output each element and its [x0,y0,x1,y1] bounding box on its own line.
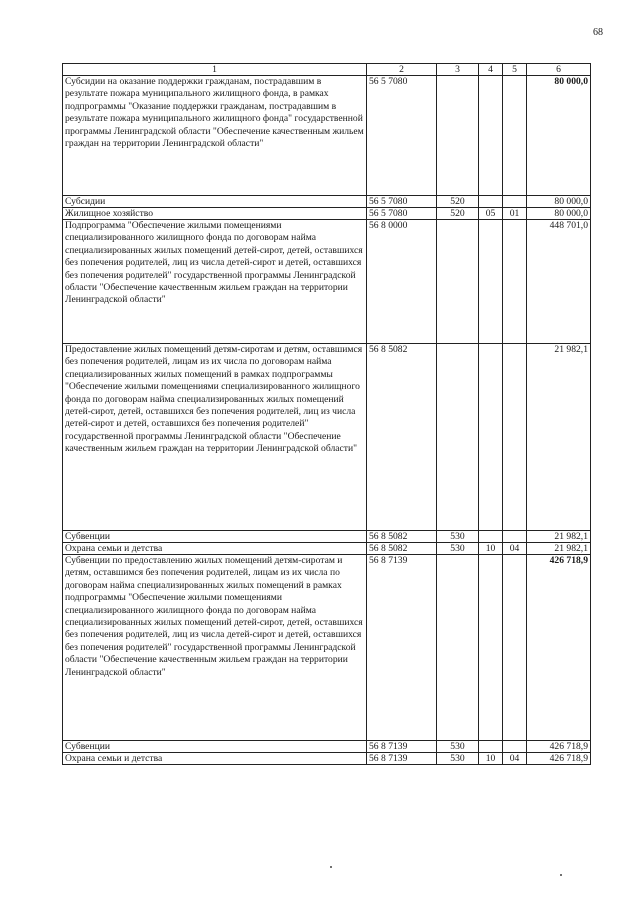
row-amount: 80 000,0 [527,76,591,196]
row-subsection [503,196,527,208]
row-name: Охрана семьи и детства [63,753,367,765]
row-amount: 448 701,0 [527,220,591,344]
row-expense-type: 530 [437,531,479,543]
table-row [63,344,591,531]
header-col-2: 2 [367,64,437,76]
row-amount: 21 982,1 [527,344,591,531]
row-expense-type [437,344,479,531]
scan-speck [560,874,562,876]
row-target-code: 56 8 5082 [367,344,437,531]
table-row [63,753,591,765]
page-number: 68 [593,27,603,38]
row-target-code: 56 5 7080 [367,196,437,208]
row-subsection [503,531,527,543]
row-section [479,555,503,741]
row-subsection: 01 [503,208,527,220]
row-target-code: 56 5 7080 [367,76,437,196]
table-row [63,543,591,555]
row-name: Жилищное хозяйство [63,208,367,220]
header-col-3: 3 [437,64,479,76]
row-section [479,741,503,753]
table-row [63,208,591,220]
row-name: Предоставление жилых помещений детям-сиротам и детям, оставшимся без попечения родителей, лицам из их числа по договорам найма специализированных жилых помещений в рамках подпрограммы "Обеспечение жилыми помещениями специализированного жилищного фонда по договорам найма специализированных жилых помещений детей-сирот, детей, оставшихся без попечения родителей, лиц из числа детей-сирот и детей, оставшихся без попечения родителей" государственной программы Ленинградской области "Обеспечение качественным жильем граждан на территории Ленинградской области" [63,344,367,531]
row-name: Субвенции [63,531,367,543]
table-header-row [63,64,591,76]
row-expense-type: 530 [437,753,479,765]
row-subsection: 04 [503,753,527,765]
row-section [479,196,503,208]
row-target-code: 56 8 7139 [367,753,437,765]
table-row [63,555,591,741]
row-expense-type [437,555,479,741]
row-section: 05 [479,208,503,220]
row-expense-type: 520 [437,196,479,208]
table-row [63,196,591,208]
header-col-6: 6 [527,64,591,76]
row-name: Субвенции [63,741,367,753]
row-target-code: 56 8 0000 [367,220,437,344]
row-expense-type: 530 [437,741,479,753]
row-section [479,76,503,196]
row-subsection [503,220,527,344]
row-name: Подпрограмма "Обеспечение жилыми помещениями специализированного жилищного фонда по договорам найма специализированных жилых помещений детей-сирот, детей, оставшихся без попечения родителей, лиц из числа детей-сирот и детей, оставшихся без попечения родителей" государственной программы Ленинградской области "Обеспечение качественным жильем граждан на территории Ленинградской области" [63,220,367,344]
row-subsection: 04 [503,543,527,555]
row-name: Субсидии [63,196,367,208]
row-target-code: 56 8 5082 [367,531,437,543]
table-row [63,76,591,196]
row-subsection [503,76,527,196]
row-expense-type [437,76,479,196]
row-target-code: 56 8 7139 [367,555,437,741]
row-section [479,344,503,531]
row-section: 10 [479,753,503,765]
row-target-code: 56 8 7139 [367,741,437,753]
row-amount: 426 718,9 [527,741,591,753]
row-target-code: 56 5 7080 [367,208,437,220]
row-name: Охрана семьи и детства [63,543,367,555]
header-col-4: 4 [479,64,503,76]
row-section [479,220,503,344]
table-row [63,741,591,753]
row-amount: 426 718,9 [527,555,591,741]
header-col-5: 5 [503,64,527,76]
row-section [479,531,503,543]
row-expense-type [437,220,479,344]
row-amount: 21 982,1 [527,543,591,555]
scan-speck [330,866,332,868]
row-amount: 80 000,0 [527,196,591,208]
table-row [63,220,591,344]
row-subsection [503,741,527,753]
header-col-1: 1 [63,64,367,76]
row-expense-type: 520 [437,208,479,220]
table-row [63,531,591,543]
row-target-code: 56 8 5082 [367,543,437,555]
row-name: Субвенции по предоставлению жилых помещений детям-сиротам и детям, оставшимся без попечения родителей, лицам из их числа по договорам найма специализированных жилых помещений в рамках подпрограммы "Обеспечение жилыми помещениями специализированного жилищного фонда по договорам найма специализированных жилых помещений детей-сирот, детей, оставшихся без попечения родителей, лиц из числа детей-сирот и детей, оставшихся без попечения родителей" государственной программы Ленинградской области "Обеспечение качественным жильем граждан на территории Ленинградской области" [63,555,367,741]
row-amount: 80 000,0 [527,208,591,220]
row-subsection [503,344,527,531]
row-subsection [503,555,527,741]
row-amount: 21 982,1 [527,531,591,543]
row-section: 10 [479,543,503,555]
row-expense-type: 530 [437,543,479,555]
row-name: Субсидии на оказание поддержки гражданам, пострадавшим в результате пожара муниципального жилищного фонда, в рамках подпрограммы "Оказание поддержки гражданам, пострадавшим в результате пожара муниципального жилищного фонда" государственной программы Ленинградской области "Обеспечение качественным жильем граждан на территории Ленинградской области" [63,76,367,196]
budget-table [62,63,591,765]
row-amount: 426 718,9 [527,753,591,765]
